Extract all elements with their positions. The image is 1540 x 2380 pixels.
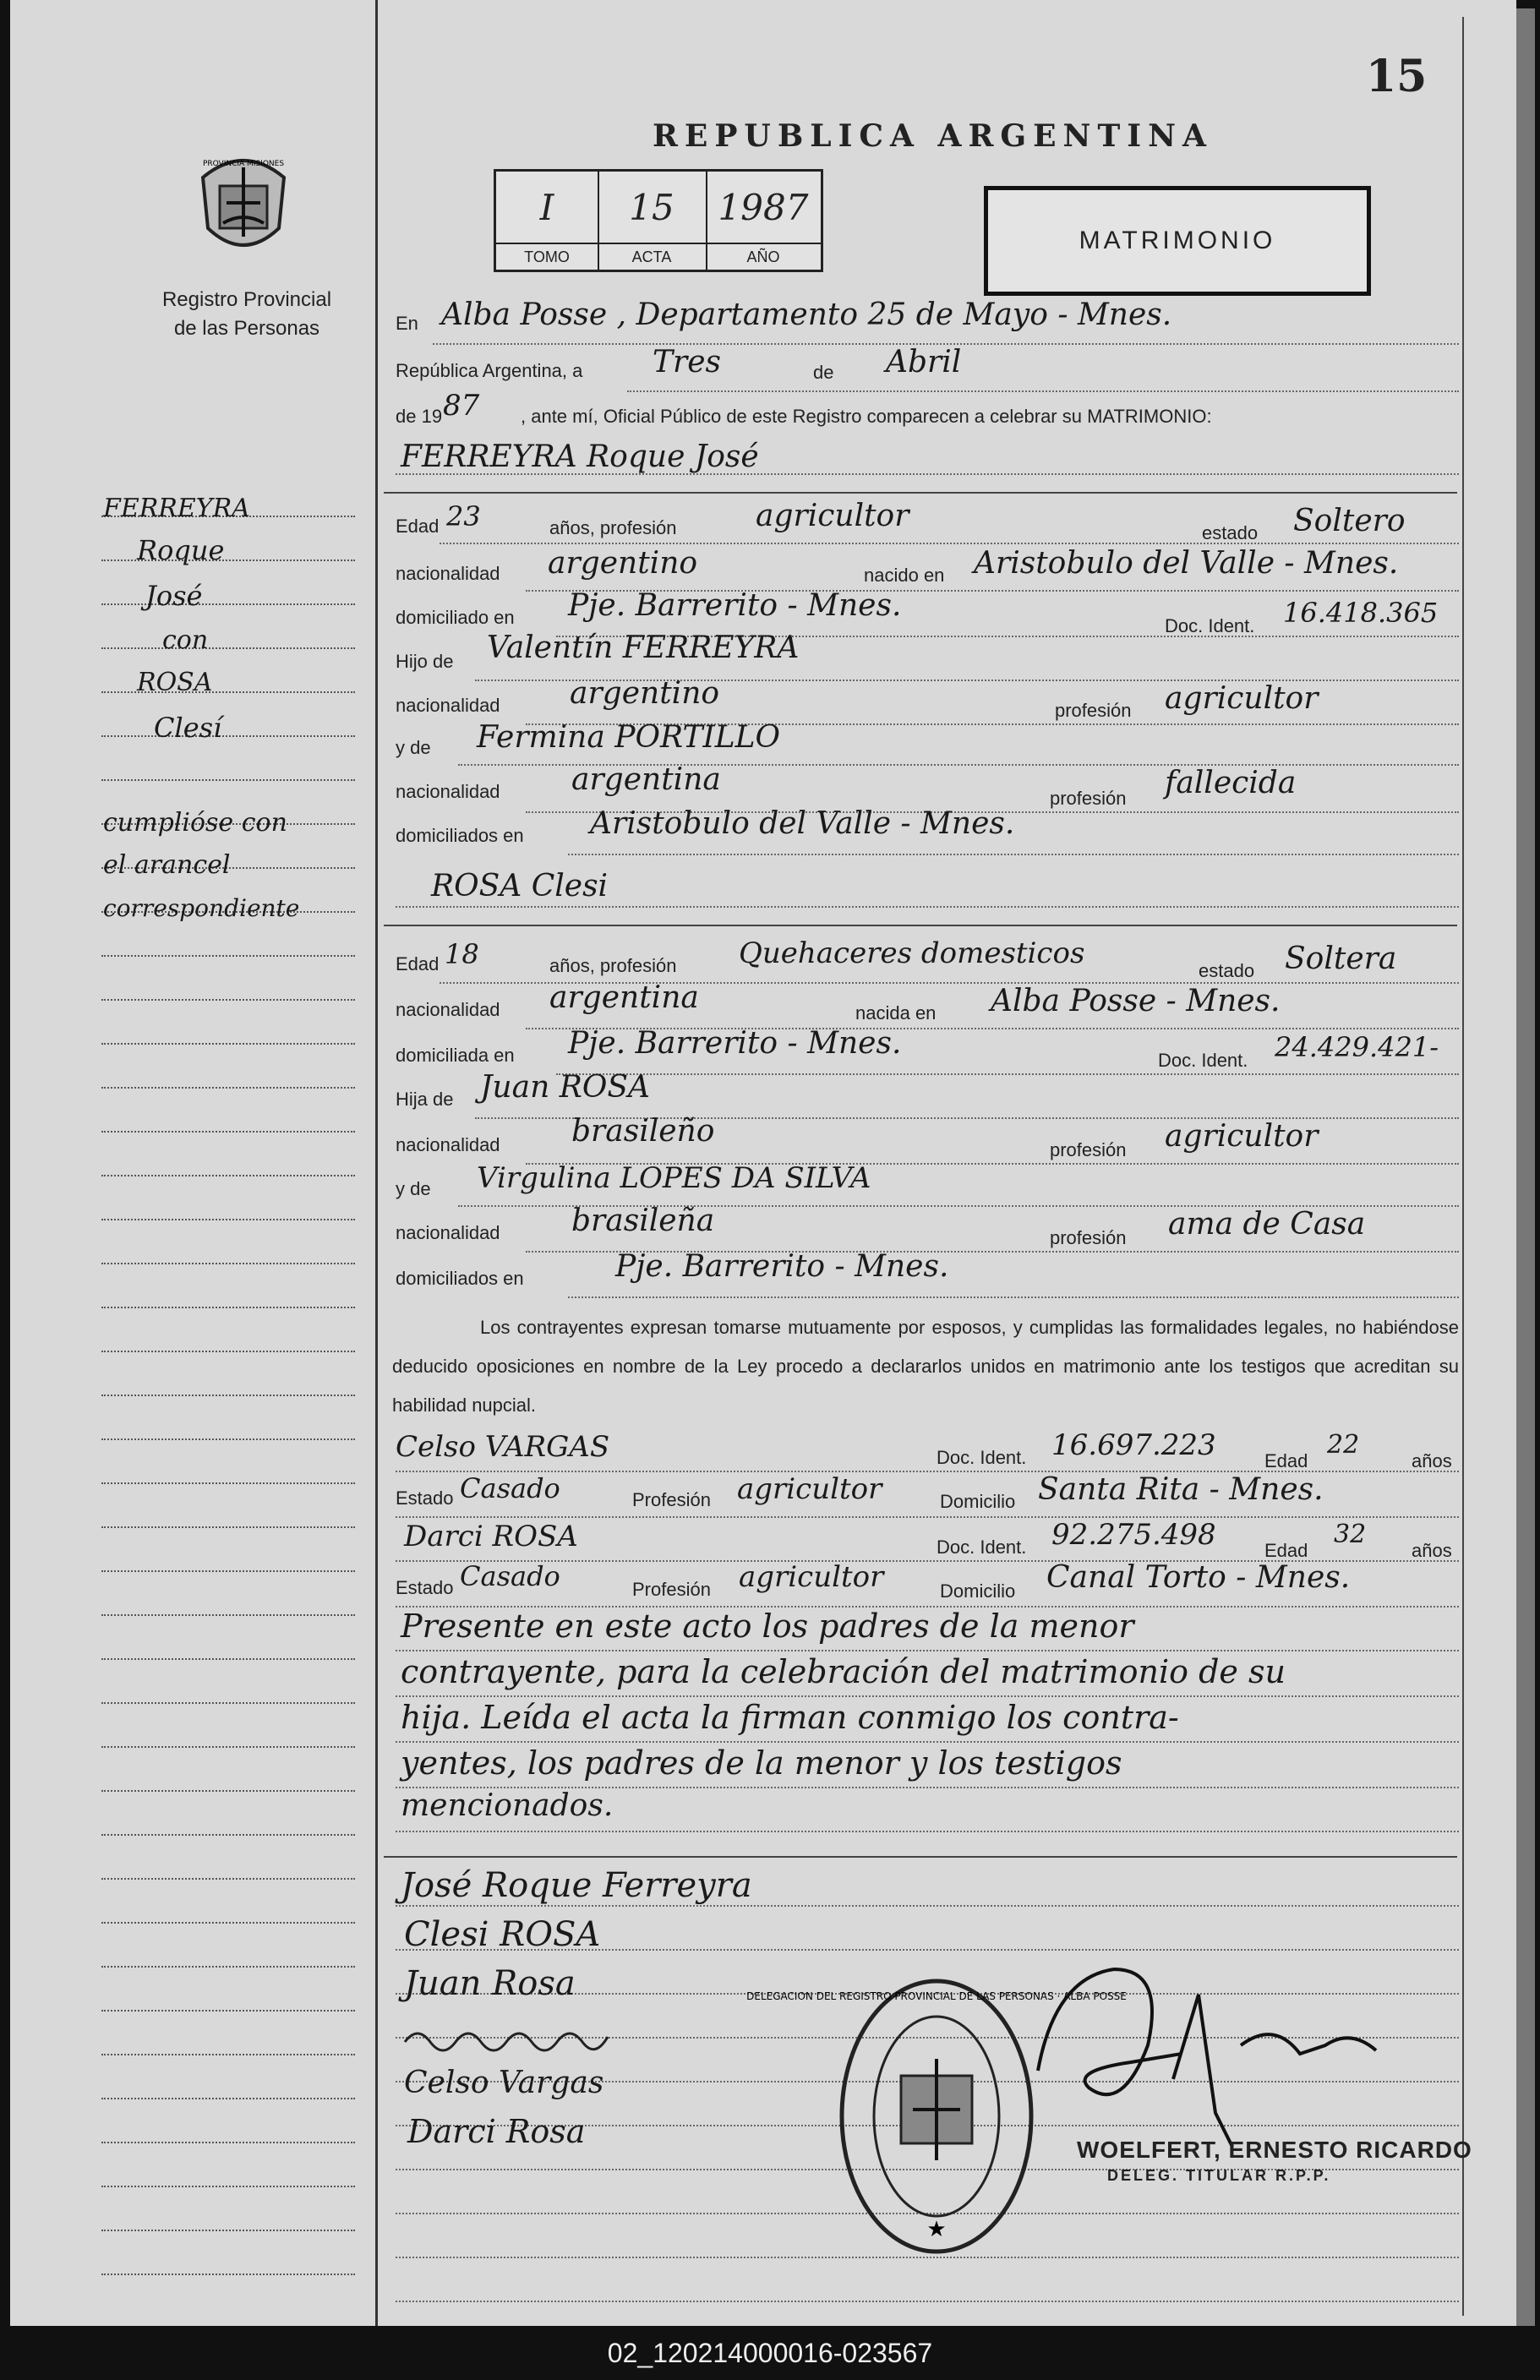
domicilio-label: Domicilio xyxy=(940,1580,1016,1602)
tomo-value: I xyxy=(539,187,554,228)
margin-rule-line xyxy=(101,779,355,781)
observation-line: contrayente, para la celebración del matrimonio de su xyxy=(401,1653,1286,1690)
bride-full-name: ROSA Clesi xyxy=(431,869,609,903)
registrar-statement: , ante mí, Oficial Público de este Registro comparecen a celebrar su MATRIMONIO: xyxy=(521,406,1212,427)
witness-1-age: 22 xyxy=(1327,1430,1360,1460)
act-type-box: MATRIMONIO xyxy=(984,186,1371,296)
page-binding xyxy=(1516,8,1535,2326)
margin-rule xyxy=(375,0,378,2326)
officer-title: DELEG. TITULAR R.P.P. xyxy=(1107,2167,1331,2184)
country-title: REPUBLICA ARGENTINA xyxy=(653,118,1213,154)
margin-note-line: Roque xyxy=(137,534,225,566)
nacida-label: nacida en xyxy=(855,1002,937,1024)
witness-2-age: 32 xyxy=(1334,1520,1367,1549)
domiciliados-label: domiciliados en xyxy=(396,825,524,846)
groom-document: 16.418.365 xyxy=(1283,597,1439,629)
estado-label: Estado xyxy=(396,1577,454,1598)
registry-line-2: de las Personas xyxy=(173,317,320,340)
officer-name: WOELFERT, ERNESTO RICARDO xyxy=(1077,2137,1472,2163)
margin-rule-line xyxy=(101,2098,355,2099)
witness-1-address: Santa Rita - Mnes. xyxy=(1038,1472,1324,1507)
witness-2-profession: agricultor xyxy=(739,1560,884,1594)
margin-rule-line xyxy=(101,1175,355,1176)
profesion-label: años, profesión xyxy=(549,517,677,538)
signature-witness-1: Celso Vargas xyxy=(404,2066,604,2100)
margin-rule-line xyxy=(101,1614,355,1616)
margin-rule-line xyxy=(101,1966,355,1968)
signature-bride: Clesi ROSA xyxy=(404,1915,601,1954)
margin-rule-line xyxy=(101,1263,355,1264)
doc-ident-label: Doc. Ident. xyxy=(937,1537,1027,1558)
registry-line-1: Registro Provincial xyxy=(161,288,332,311)
groom-status: Soltero xyxy=(1293,504,1406,538)
groom-mother-nationality: argentina xyxy=(571,762,721,797)
witness-2-name: Darci ROSA xyxy=(404,1520,578,1553)
estado-label: estado xyxy=(1202,522,1259,543)
edad-label: Edad xyxy=(396,516,440,537)
nacionalidad-label: nacionalidad xyxy=(396,1222,500,1243)
margin-rule-line xyxy=(101,1746,355,1748)
bride-mother: Virgulina LOPES DA SILVA xyxy=(477,1161,871,1195)
svg-text:★: ★ xyxy=(926,2217,947,2242)
margin-rule-line xyxy=(101,2274,355,2275)
observation-line: hija. Leída el acta la firman conmigo los contra- xyxy=(401,1699,1179,1736)
republica-label: República Argentina, a xyxy=(396,360,583,381)
signature-father: Juan Rosa xyxy=(404,1964,576,2003)
marriage-day: Tres xyxy=(653,345,721,379)
margin-rule-line xyxy=(101,647,355,649)
bride-mother-profession: ama de Casa xyxy=(1168,1207,1366,1242)
anos-label: años xyxy=(1412,1450,1452,1471)
year-prefix: de 19 xyxy=(396,406,443,427)
right-rule xyxy=(1462,17,1464,2316)
stamp-lettering: DELEGACION DEL REGISTRO PROVINCIAL DE LAS PERSONAS · ALBA POSSE xyxy=(746,1990,1127,2002)
folio-number: 15 xyxy=(1366,51,1428,102)
observation-line: mencionados. xyxy=(401,1788,614,1823)
doc-ident-label: Doc. Ident. xyxy=(1165,615,1255,636)
marriage-month: Abril xyxy=(886,345,962,379)
domiciliados-label: domiciliados en xyxy=(396,1268,524,1289)
witness-1-name: Celso VARGAS xyxy=(396,1430,610,1464)
margin-rule-line xyxy=(101,1219,355,1220)
marriage-year: 87 xyxy=(443,389,480,423)
image-id: 02_120214000016-023567 xyxy=(607,2338,933,2368)
province-seal-icon xyxy=(194,152,292,262)
signature-rule-line xyxy=(396,2301,1459,2302)
groom-age: 23 xyxy=(446,500,481,532)
profesion-label: profesión xyxy=(1050,1139,1127,1160)
groom-profession: agricultor xyxy=(756,499,909,533)
margin-rule-line xyxy=(101,1570,355,1572)
witness-2-status: Casado xyxy=(460,1560,560,1592)
observation-line: yentes, los padres de la menor y los testigos xyxy=(401,1744,1122,1782)
seal-lettering: PROVINCIA MISIONES xyxy=(202,160,285,168)
margin-rule-line xyxy=(101,1834,355,1836)
groom-birthplace: Aristobulo del Valle - Mnes. xyxy=(974,546,1399,581)
acta-label: ACTA xyxy=(598,243,706,270)
margin-rule-line xyxy=(101,2186,355,2187)
margin-rule-line xyxy=(101,1043,355,1045)
bride-age: 18 xyxy=(445,938,479,970)
marriage-place: Alba Posse , Departamento 25 de Mayo - Mnes. xyxy=(441,298,1172,332)
nacionalidad-label: nacionalidad xyxy=(396,781,500,802)
margin-note-line: con xyxy=(162,625,209,655)
margin-rule-line xyxy=(101,1922,355,1924)
bride-nationality: argentina xyxy=(549,980,699,1015)
domicilio-label: Domicilio xyxy=(940,1491,1016,1512)
nacionalidad-label: nacionalidad xyxy=(396,1134,500,1155)
bride-father-nationality: brasileño xyxy=(571,1114,715,1149)
tomo-label: TOMO xyxy=(496,243,598,270)
nacionalidad-label: nacionalidad xyxy=(396,695,500,716)
margin-rule-line xyxy=(101,1526,355,1528)
margin-rule-line xyxy=(101,735,355,737)
margin-rule-line xyxy=(101,955,355,957)
profesion-label: profesión xyxy=(1050,788,1127,809)
groom-father: Valentín FERREYRA xyxy=(487,630,800,665)
hijo-label: Hijo de xyxy=(396,651,454,672)
legal-declaration: Los contrayentes expresan tomarse mutuamente por esposos, y cumplidas las formalidades legales, no habiéndose deducido oposiciones en nombre de la Ley procedo a declararlos unidos en matrimonio ante los testigos que acreditan su habilidad nupcial. xyxy=(392,1317,1459,1416)
anio-value: 1987 xyxy=(718,187,809,228)
bride-father: Juan ROSA xyxy=(480,1070,650,1105)
act-number-box xyxy=(494,169,823,272)
doc-ident-label: Doc. Ident. xyxy=(937,1447,1027,1468)
margin-rule-line xyxy=(101,1307,355,1308)
estado-label: estado xyxy=(1199,960,1255,981)
margin-note-line: el arancel xyxy=(103,850,231,880)
anos-label: años xyxy=(1412,1540,1452,1561)
register-page xyxy=(10,0,1516,2326)
groom-nationality: argentino xyxy=(548,546,698,581)
acta-cell xyxy=(598,172,707,270)
margin-rule-line xyxy=(101,2010,355,2012)
edad-label: Edad xyxy=(1264,1540,1308,1561)
witness-1-document: 16.697.223 xyxy=(1051,1428,1216,1462)
witness-1-profession: agricultor xyxy=(737,1472,882,1506)
groom-father-nationality: argentino xyxy=(570,676,720,711)
nacionalidad-label: nacionalidad xyxy=(396,999,500,1020)
margin-rule-line xyxy=(101,2054,355,2055)
margin-rule-line xyxy=(101,1702,355,1704)
margin-rule-line xyxy=(101,999,355,1001)
de-label: de xyxy=(813,362,834,383)
nacionalidad-label: nacionalidad xyxy=(396,563,500,584)
en-label: En xyxy=(396,313,418,334)
margin-note-line: ROSA xyxy=(137,668,213,697)
profesion-label: profesión xyxy=(1050,1227,1127,1248)
anio-cell xyxy=(706,172,821,270)
officer-signature-icon xyxy=(1021,1944,1393,2164)
margin-rule-line xyxy=(101,2142,355,2143)
margin-note-line: FERREYRA xyxy=(103,494,250,523)
profesion-label: profesión xyxy=(1055,700,1132,721)
profesion-label: Profesión xyxy=(632,1579,711,1600)
margin-rule-line xyxy=(101,1878,355,1880)
margin-rule-line xyxy=(101,1395,355,1396)
bride-parents-address: Pje. Barrerito - Mnes. xyxy=(615,1249,949,1284)
margin-rule-line xyxy=(101,1790,355,1792)
signature-witness-2: Darci Rosa xyxy=(407,2113,586,2150)
registry-name xyxy=(137,286,357,343)
profesion-label: Profesión xyxy=(632,1489,711,1510)
groom-father-profession: agricultor xyxy=(1165,681,1319,716)
groom-address: Pje. Barrerito - Mnes. xyxy=(568,588,902,623)
nacido-label: nacido en xyxy=(864,565,945,586)
margin-rule-line xyxy=(101,1482,355,1484)
witness-2-address: Canal Torto - Mnes. xyxy=(1046,1560,1351,1595)
hija-label: Hija de xyxy=(396,1089,454,1110)
groom-mother: Fermina PORTILLO xyxy=(477,720,781,755)
bride-status: Soltera xyxy=(1285,942,1397,976)
signature-rule-line xyxy=(396,1905,1459,1907)
domiciliado-label: domiciliado en xyxy=(396,607,515,628)
mother-mark-icon xyxy=(401,2020,612,2054)
bride-document: 24.429.421- xyxy=(1275,1031,1439,1063)
registry-stamp-icon xyxy=(746,1974,1127,2258)
y-de-label: y de xyxy=(396,1178,431,1199)
margin-note-line: Clesí xyxy=(154,712,222,744)
acta-value: 15 xyxy=(629,187,674,228)
bride-address: Pje. Barrerito - Mnes. xyxy=(568,1026,902,1061)
tomo-cell xyxy=(496,172,599,270)
margin-rule-line xyxy=(101,2230,355,2231)
estado-label: Estado xyxy=(396,1488,454,1509)
edad-label: Edad xyxy=(1264,1450,1308,1471)
margin-note-line: correspondiente xyxy=(103,894,300,922)
observation-line: Presente en este acto los padres de la menor xyxy=(401,1608,1134,1645)
groom-parents-address: Aristobulo del Valle - Mnes. xyxy=(590,806,1015,841)
bride-birthplace: Alba Posse - Mnes. xyxy=(991,984,1281,1018)
edad-label: Edad xyxy=(396,953,440,974)
margin-rule-line xyxy=(101,1658,355,1660)
margin-rule-line xyxy=(101,1131,355,1133)
bride-father-profession: agricultor xyxy=(1165,1119,1319,1154)
signature-groom: José Roque Ferreyra xyxy=(401,1866,752,1905)
groom-mother-profession: fallecida xyxy=(1165,766,1297,800)
doc-ident-label: Doc. Ident. xyxy=(1158,1050,1248,1071)
witness-2-document: 92.275.498 xyxy=(1051,1518,1216,1552)
margin-rule-line xyxy=(101,1351,355,1352)
margin-note-line: José xyxy=(145,580,203,612)
bride-mother-nationality: brasileña xyxy=(571,1204,715,1238)
domiciliada-label: domiciliada en xyxy=(396,1045,515,1066)
anio-label: AÑO xyxy=(706,243,821,270)
groom-full-name: FERREYRA Roque José xyxy=(401,439,759,474)
margin-rule-line xyxy=(101,603,355,605)
y-de-label: y de xyxy=(396,737,431,758)
profesion-label: años, profesión xyxy=(549,955,677,976)
margin-rule-line xyxy=(101,1438,355,1440)
witness-1-status: Casado xyxy=(460,1472,560,1504)
bride-profession: Quehaceres domesticos xyxy=(739,936,1085,970)
margin-note-line: cumplióse con xyxy=(103,808,287,838)
margin-rule-line xyxy=(101,1087,355,1089)
